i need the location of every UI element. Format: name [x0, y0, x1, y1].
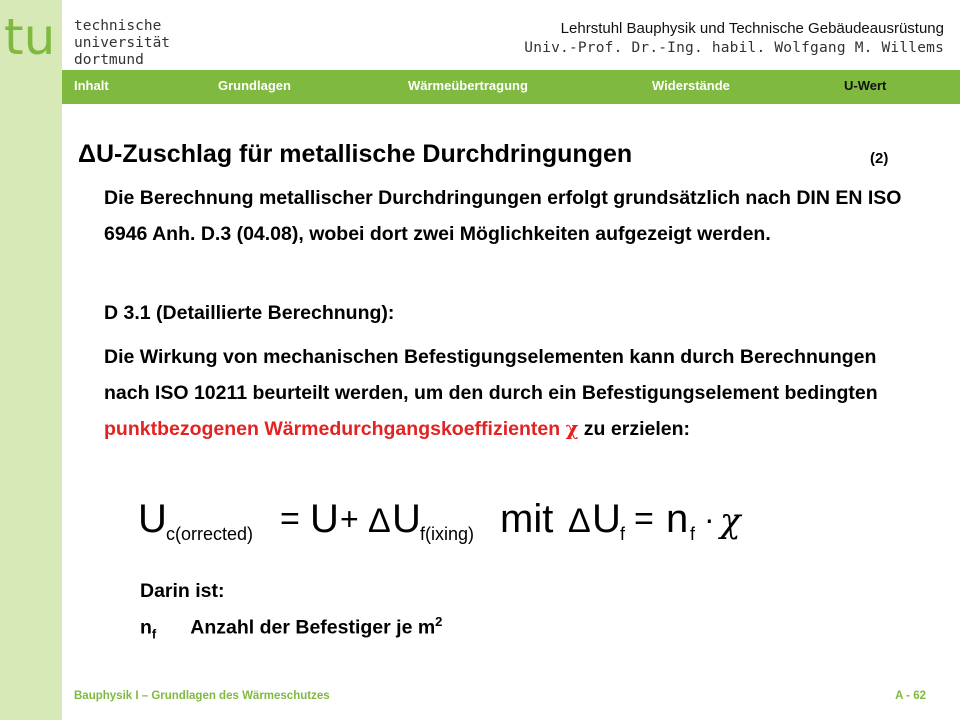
formula-equals-2: =	[634, 500, 654, 538]
method-text-start: Die Wirkung von mechanischen Befestigungselementen kann durch Berechnungen nach ISO 10211 beurteilt werden, um den durch ein Befestigungselement bedingten	[104, 346, 878, 404]
formula-mit: mit	[500, 497, 554, 541]
formula-sub-f-2: f	[690, 524, 696, 544]
nf-definition	[140, 614, 442, 641]
formula-plus: +	[340, 501, 359, 537]
formula-delta-1: Δ	[368, 502, 391, 540]
highlighted-term: punktbezogenen Wärmedurchgangskoeffizienten	[104, 418, 561, 440]
footer-page-number: A - 62	[895, 690, 926, 702]
university-line-1: technische	[74, 18, 162, 34]
formula-u-fixing: U	[392, 497, 421, 541]
university-name	[74, 18, 170, 69]
nav-item-u-wert[interactable]: U-Wert	[844, 78, 887, 93]
formula-sub-f-1: f	[620, 524, 626, 544]
tu-logo-text: tu	[4, 12, 56, 62]
chair-title: Lehrstuhl Bauphysik und Technische Gebäudeausrüstung	[560, 20, 944, 37]
formula-chi: χ	[720, 501, 741, 541]
left-sidebar-band	[0, 0, 62, 720]
method-paragraph	[104, 340, 904, 448]
nf-superscript: 2	[435, 614, 443, 629]
formula-u-f: U	[592, 497, 621, 541]
formula-sub-corrected: c(orrected)	[166, 524, 254, 544]
nav-item-widerstaende[interactable]: Widerstände	[652, 78, 730, 93]
subheading: D 3.1 (Detaillierte Berechnung):	[104, 302, 395, 324]
chi-symbol: χ	[565, 417, 579, 440]
nav-item-inhalt[interactable]: Inhalt	[74, 78, 109, 93]
tu-logo	[4, 12, 62, 62]
delta-symbol: Δ	[78, 140, 96, 168]
university-line-2: universität	[74, 35, 171, 51]
formula-n: n	[666, 497, 689, 541]
method-text-end: zu erzielen:	[578, 418, 691, 440]
slide-part-marker: (2)	[870, 150, 889, 167]
formula-equals-1: =	[280, 500, 300, 538]
nav-item-waermeuebertragung[interactable]: Wärmeübertragung	[408, 78, 528, 93]
intro-paragraph: Die Berechnung metallischer Durchdringungen erfolgt grundsätzlich nach DIN EN ISO 6946 Anh. D.3 (04.08), wobei dort zwei Möglichkeiten aufgezeigt werden.	[104, 187, 902, 245]
nf-description: Anzahl der Befestiger je m	[190, 616, 436, 639]
nf-symbol: n	[140, 616, 152, 639]
formula-u-right: U	[310, 497, 339, 541]
navigation-bar	[62, 70, 960, 104]
professor-name: Univ.-Prof. Dr.-Ing. habil. Wolfgang M. Willems	[524, 40, 944, 56]
formula-sub-fixing: f(ixing)	[420, 524, 475, 544]
formula-delta-2: Δ	[568, 502, 591, 540]
formula-u-left: U	[138, 497, 167, 541]
university-line-3: dortmund	[74, 52, 144, 68]
nav-item-grundlagen[interactable]: Grundlagen	[218, 78, 291, 93]
footer-course-title: Bauphysik I – Grundlagen des Wärmeschutzes	[74, 690, 330, 702]
formula	[138, 492, 758, 552]
formula-dot: ·	[704, 501, 715, 537]
slide-title-text: U-Zuschlag für metallische Durchdringungen	[95, 140, 633, 168]
slide-title	[78, 140, 632, 169]
nf-subscript: f	[151, 626, 157, 642]
darin-label: Darin ist:	[140, 580, 225, 602]
